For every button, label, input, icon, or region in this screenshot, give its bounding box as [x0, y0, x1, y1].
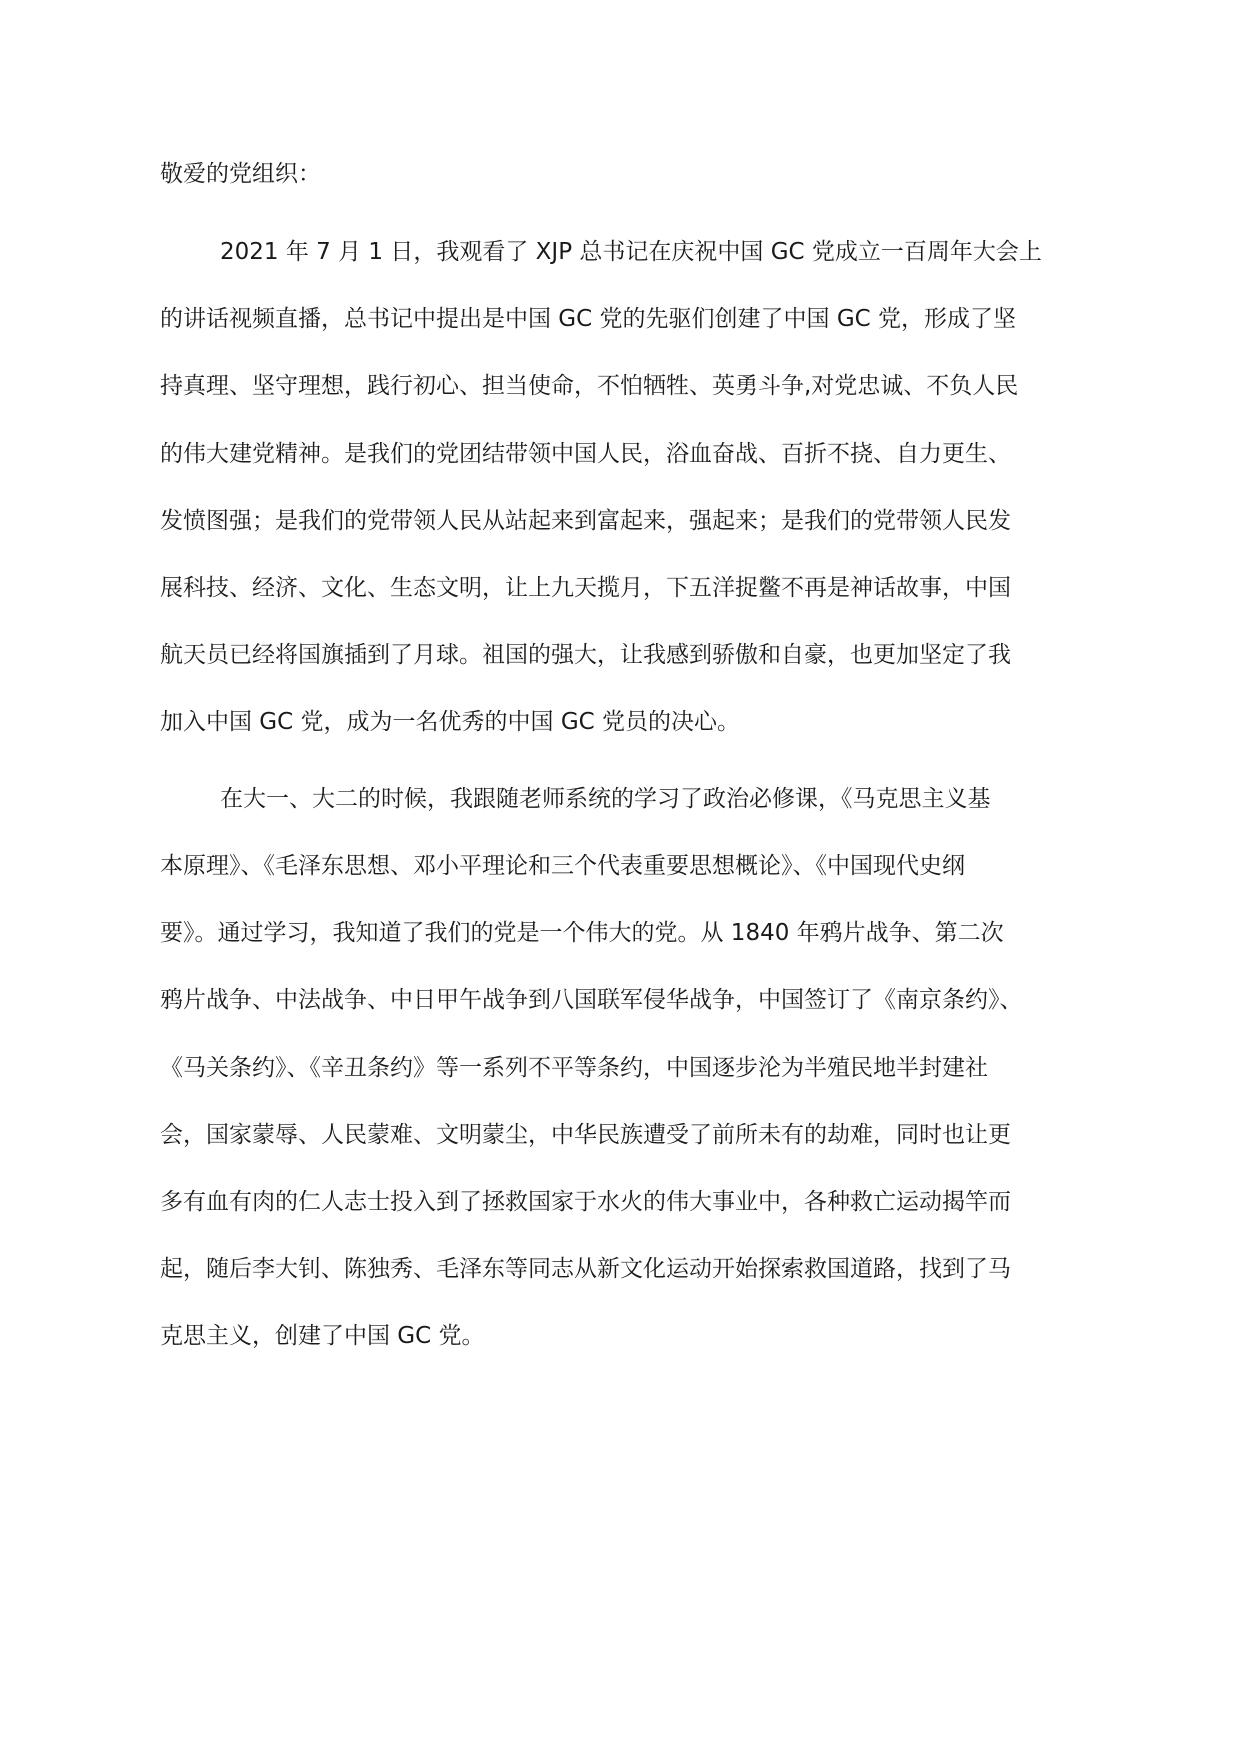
paragraph-line: 会，国家蒙辱、人民蒙难、文明蒙尘，中华民族遭受了前所未有的劫难，同时也让更: [160, 1122, 1011, 1148]
paragraph-line: 本原理》、《毛泽东思想、邓小平理论和三个代表重要思想概论》、《中国现代史纲: [160, 853, 965, 879]
paragraph-line: 航天员已经将国旗插到了月球。祖国的强大，让我感到骄傲和自豪，也更加坚定了我: [160, 642, 1011, 668]
paragraph-line: 克思主义，创建了中国 GC 党。: [160, 1323, 485, 1349]
paragraph-line: 在大一、大二的时候，我跟随老师系统的学习了政治必修课，《马克思主义基: [220, 786, 991, 812]
paragraph-line: 持真理、坚守理想，践行初心、担当使命，不怕牺牲、英勇斗争,对党忠诚、不负人民: [160, 373, 1019, 399]
paragraph-line: 的伟大建党精神。是我们的党团结带领中国人民，浴血奋战、百折不挠、自力更生、: [160, 441, 1011, 467]
salutation: 敬爱的党组织：: [160, 161, 321, 187]
paragraph-line: 鸦片战争、中法战争、中日甲午战争到八国联军侵华战争，中国签订了《南京条约》、: [160, 987, 1023, 1013]
paragraph-line: 《马关条约》、《辛丑条约》等一系列不平等条约，中国逐步沦为半殖民地半封建社: [160, 1055, 988, 1081]
paragraph-line: 的讲话视频直播，总书记中提出是中国 GC 党的先驱们创建了中国 GC 党，形成了坚: [160, 306, 1017, 332]
paragraph-line: 2021 年 7 月 1 日，我观看了 XJP 总书记在庆祝中国 GC 党成立一百周年大会上: [220, 239, 1042, 265]
paragraph-line: 起，随后李大钊、陈独秀、毛泽东等同志从新文化运动开始探索救国道路，找到了马: [160, 1256, 1011, 1282]
paragraph-line: 多有血有肉的仁人志士投入到了拯救国家于水火的伟大事业中，各种救亡运动揭竿而: [160, 1189, 1011, 1215]
paragraph-line: 加入中国 GC 党，成为一名优秀的中国 GC 党员的决心。: [160, 709, 741, 735]
paragraph-line: 要》。通过学习，我知道了我们的党是一个伟大的党。从 1840 年鸦片战争、第二次: [160, 920, 1004, 946]
paragraph-line: 发愤图强；是我们的党带领人民从站起来到富起来，强起来；是我们的党带领人民发: [160, 508, 1011, 534]
paragraph-line: 展科技、经济、文化、生态文明，让上九天揽月，下五洋捉鳖不再是神话故事，中国: [160, 575, 1011, 601]
